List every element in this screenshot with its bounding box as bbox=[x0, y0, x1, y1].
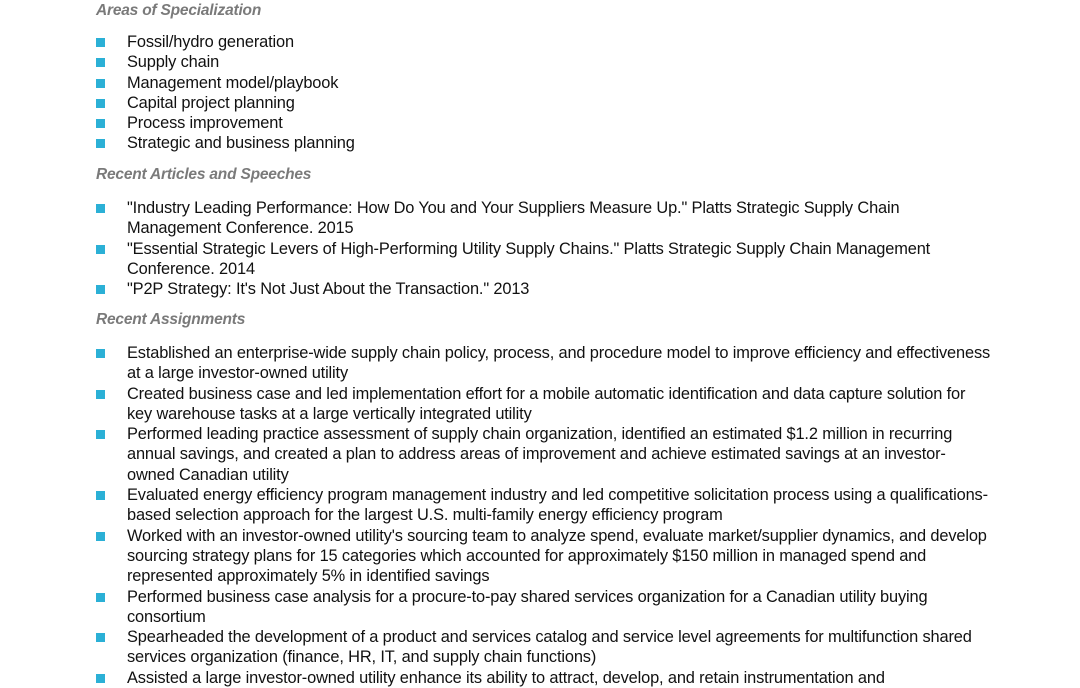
square-bullet-icon bbox=[96, 245, 105, 254]
list-item bbox=[96, 198, 996, 239]
list-item bbox=[96, 239, 996, 280]
square-bullet-icon bbox=[96, 285, 105, 294]
square-bullet-icon bbox=[96, 430, 105, 439]
list-item-text: Established an enterprise-wide supply chain policy, process, and procedure model to improve efficiency and effectiveness at a large investor-owned utility bbox=[127, 344, 991, 383]
list-item-text: Process improvement bbox=[127, 114, 283, 133]
list-item bbox=[96, 133, 996, 153]
list-item-text: Performed business case analysis for a procure-to-pay shared services organization for a Canadian utility buying consortium bbox=[127, 587, 928, 626]
square-bullet-icon bbox=[96, 390, 105, 399]
list-item-text: Supply chain bbox=[127, 53, 220, 72]
articles-list bbox=[96, 198, 996, 299]
list-item-text: "Essential Strategic Levers of High-Performing Utility Supply Chains." Platts Strategic Supply Chain Management Conference. 2014 bbox=[127, 239, 931, 278]
list-item-text: Spearheaded the development of a product and services catalog and service level agreements for multifunction shared services organization (finance, HR, IT, and supply chain functions) bbox=[127, 628, 972, 667]
square-bullet-icon bbox=[96, 58, 105, 67]
list-item bbox=[96, 526, 991, 587]
list-item bbox=[96, 384, 991, 425]
list-item bbox=[96, 279, 996, 299]
list-item-text: Strategic and business planning bbox=[127, 134, 355, 153]
square-bullet-icon bbox=[96, 139, 105, 148]
list-item-text: Evaluated energy efficiency program management industry and led competitive solicitation process using a qualifications-based selection approach for the largest U.S. multi-family energy efficiency program bbox=[127, 486, 988, 525]
list-item-text: Performed leading practice assessment of supply chain organization, identified an estimated $1.2 million in recurring annual savings, and created a plan to address areas of improvement and achieve estimated savings at an investor-owned Canadian utility bbox=[127, 425, 953, 484]
square-bullet-icon bbox=[96, 532, 105, 541]
list-item-text: Fossil/hydro generation bbox=[127, 33, 294, 51]
list-item-text: Capital project planning bbox=[127, 93, 295, 112]
list-item bbox=[96, 113, 996, 133]
list-item-text: "P2P Strategy: It's Not Just About the Transaction." 2013 bbox=[127, 280, 530, 299]
list-item bbox=[96, 485, 991, 526]
square-bullet-icon bbox=[96, 491, 105, 500]
list-item-text: Created business case and led implementation effort for a mobile automatic identification and data capture solution for key warehouse tasks at a large vertically integrated utility bbox=[127, 384, 966, 423]
list-item-text: Management model/playbook bbox=[127, 73, 339, 92]
list-item bbox=[96, 73, 996, 93]
list-item bbox=[96, 343, 991, 384]
section-heading-specialization: Areas of Specialization bbox=[96, 2, 262, 19]
list-item-text: Assisted a large investor-owned utility enhance its ability to attract, develop, and retain instrumentation and bbox=[127, 668, 885, 687]
square-bullet-icon bbox=[96, 633, 105, 642]
square-bullet-icon bbox=[96, 593, 105, 602]
square-bullet-icon bbox=[96, 349, 105, 358]
assignments-list bbox=[96, 343, 991, 688]
list-item-text: "Industry Leading Performance: How Do You and Your Suppliers Measure Up." Platts Strategic Supply Chain Management Conference. 2015 bbox=[127, 199, 900, 238]
square-bullet-icon bbox=[96, 204, 105, 213]
list-item bbox=[96, 424, 991, 485]
square-bullet-icon bbox=[96, 38, 105, 47]
list-item bbox=[96, 52, 996, 72]
list-item bbox=[96, 587, 991, 628]
specialization-list bbox=[96, 32, 996, 154]
section-heading-assignments: Recent Assignments bbox=[96, 311, 246, 328]
list-item bbox=[96, 627, 991, 668]
list-item bbox=[96, 93, 996, 113]
list-item-text: Worked with an investor-owned utility's sourcing team to analyze spend, evaluate market/supplier dynamics, and develop sourcing strategy plans for 15 categories which accounted for approximately $150 million in managed spend and represented approximately 5% in identified savings bbox=[127, 526, 987, 586]
square-bullet-icon bbox=[96, 674, 105, 683]
section-heading-articles: Recent Articles and Speeches bbox=[96, 166, 312, 183]
square-bullet-icon bbox=[96, 99, 105, 108]
square-bullet-icon bbox=[96, 79, 105, 88]
square-bullet-icon bbox=[96, 119, 105, 128]
list-item bbox=[96, 668, 991, 688]
list-item bbox=[96, 32, 996, 52]
